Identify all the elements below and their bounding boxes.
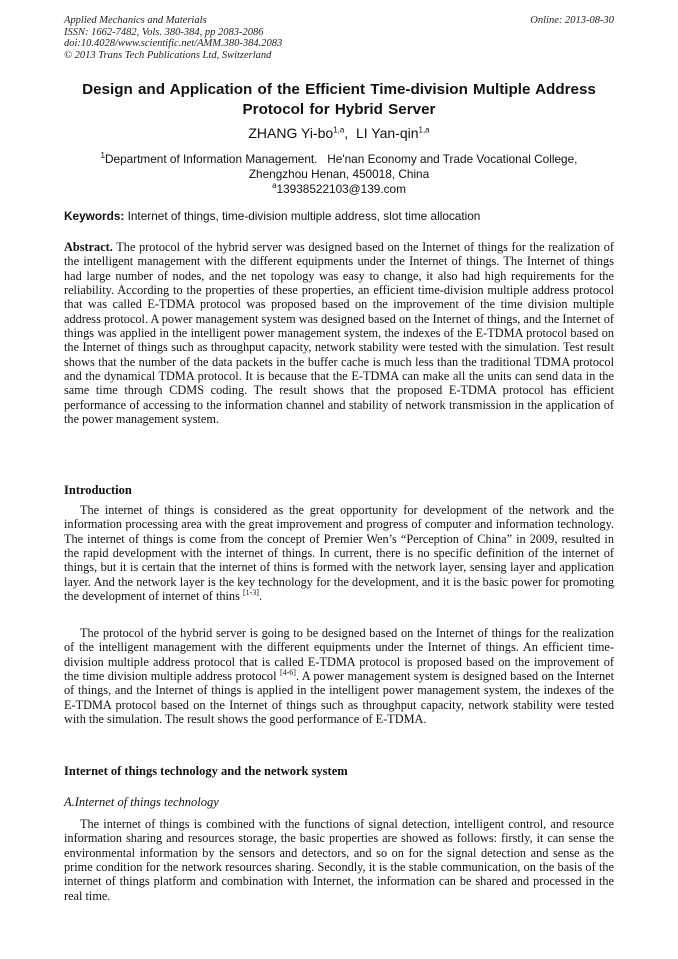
keywords [64, 209, 614, 224]
iot-paragraph-1: The internet of things is combined with the functions of signal detection, intelligent control, and resource information sharing and resources storage, the basic properties are showed as follows: firstly, it can sense the environmental information by the sensors and detectors, and so on for the signal detection and sense as the prime condition for the network resources sharing. Secondly, it is the stable communication, on the basis of the internet of things platform and combination with Internet, the information can be shared and processed in the real time. [64, 817, 614, 903]
abstract [64, 240, 614, 426]
issn-line: ISSN: 1662-7482, Vols. 380-384, pp 2083-2086 [64, 26, 264, 38]
keywords-text: Internet of things, time-division multiple address, slot time allocation [127, 209, 481, 223]
journal-name: Applied Mechanics and Materials [64, 15, 207, 26]
citation-4-6: [4-6] [279, 667, 296, 677]
author-line [64, 124, 614, 142]
intro-p2-text-b: . A power management system is designed based on the Internet of things, and the Internet of things is applied in the intelligent power management system, the indexes of the E-TDMA protocol based on the Internet of things such as throughput capacity, network stability were tested with the simulation. The result shows the good performance of E-TDMA. [64, 669, 614, 727]
email-line [64, 182, 614, 197]
abstract-label: Abstract. [64, 240, 113, 254]
intro-p1-end: . [258, 589, 263, 604]
affiliation-line-1 [64, 152, 614, 167]
author-2: LI Yan-qin [355, 125, 419, 141]
introduction-paragraph-1 [64, 503, 614, 603]
introduction-paragraph-2 [64, 626, 614, 726]
author-email: 13938522103@139.com [276, 182, 406, 196]
author-2-affiliation-mark: 1,a [418, 125, 430, 135]
author-1: ZHANG Yi-bo [248, 125, 334, 141]
affiliation [64, 152, 614, 197]
keywords-label: Keywords: [64, 209, 125, 223]
intro-p1-text: The internet of things is considered as the great opportunity for development of the network and the information processing area with the great improvement and progress of computer and information technology. The internet of things is come from the concept of Premier Wen’s “Perception of China” in 2009, resulted in the rapid development with the internet of things. In current, there is no specific definition of the internet of things, but it is certain that the internet of thins is formed with the network layer, sensing layer and application layer. And the network layer is the key technology for the development, and it is the basic power for promoting the development of internet of thins [64, 503, 614, 604]
introduction-heading: Introduction [64, 483, 132, 497]
abstract-text: The protocol of the hybrid server was designed based on the Internet of things for the realization of the intelligent management with the different equipments under the Internet of things. The Internet of things had large number of nodes, and the net topology was easy to change, it also had high requirements for the reliability. According to the properties of these properties, an efficient time-division multiple address protocol that was called E-TDMA protocol was proposed based on the improvement of the time division multiple address protocol. A power management system was designed based on the Internet of things, and the Internet of things was applied in the intelligent power management system, the indexes of the E-TDMA protocol based on the Internet of things such as throughput capacity, network stability were tested with the simulation. Test result shows that the number of the data packets in the buffer cache is much less than the traditional TDMA protocol and the dynamical TDMA protocol. It is because that the E-TDMA can make all the units can send data in the same time through CDMS coding. The result shows that the proposed E-TDMA protocol has efficient performance of accessing to the information channel and stability of network transmission in the application of the power management system. [64, 240, 614, 427]
email-mark: a [272, 181, 277, 191]
intro-p2-text-a: The protocol of the hybrid server is going to be designed based on the Internet of things for the realization of the intelligent management with the different equipments under the Internet of things. An efficient time-division multiple address protocol that is called E-TDMA protocol is proposed based on the improvement of the time division multiple address protocol [64, 626, 614, 684]
iot-section-heading: Internet of things technology and the network system [64, 764, 348, 778]
copyright-line: © 2013 Trans Tech Publications Ltd, Switzerland [64, 49, 272, 61]
journal-info [64, 15, 282, 61]
author-separator: , [344, 125, 356, 141]
paper-title: Design and Application of the Efficient Time-division Multiple Address Protocol for Hybrid Server [82, 81, 596, 118]
citation-1-3: [1-3] [242, 587, 259, 597]
affiliation-mark: 1 [100, 151, 105, 161]
affiliation-text-1: Department of Information Management. He'nan Economy and Trade Vocational College, [105, 152, 578, 166]
doi-line: doi:10.4028/www.scientific.net/AMM.380-384.2083 [64, 38, 283, 49]
affiliation-line-2: Zhengzhou Henan, 450018, China [248, 167, 430, 181]
online-date: Online: 2013-08-30 [530, 15, 614, 26]
author-1-affiliation-mark: 1,a [333, 125, 345, 135]
iot-subsection-heading: A.Internet of things technology [64, 795, 219, 809]
